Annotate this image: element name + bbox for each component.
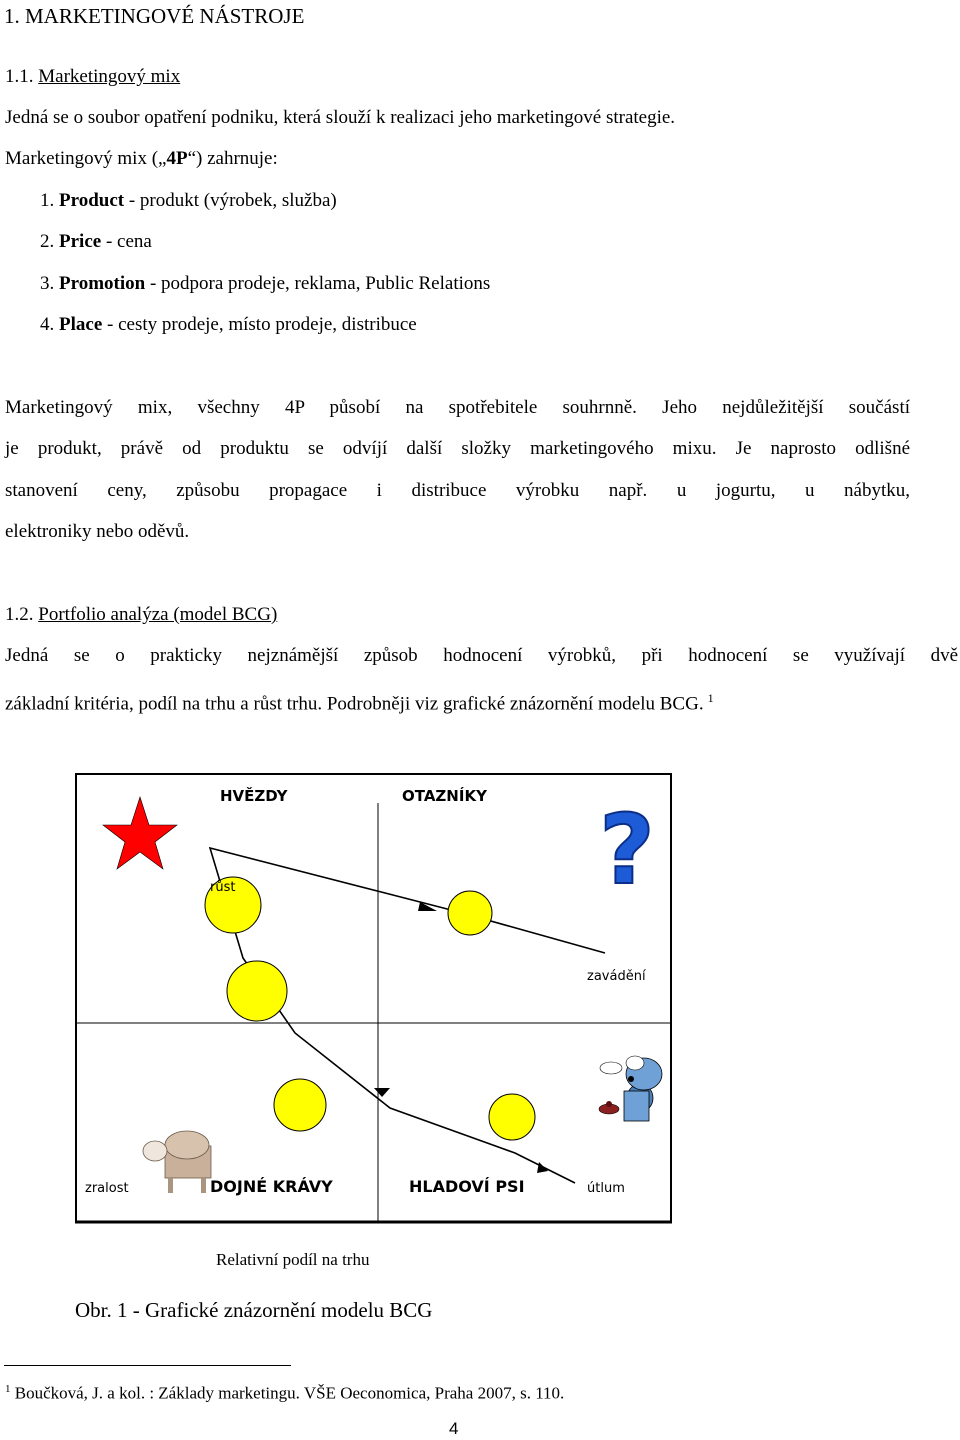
figure-caption: Obr. 1 - Grafické znázornění modelu BCG — [75, 1298, 433, 1322]
phase-label-introduction: zavádění — [587, 969, 646, 984]
mix-intro-after: “) zahrnuje: — [187, 148, 278, 169]
list-item-number: 2. — [40, 231, 55, 252]
bcg-diagram — [75, 773, 672, 1224]
product-circle — [274, 1079, 326, 1131]
product-circle — [489, 1094, 535, 1140]
list-item-number: 4. — [40, 314, 55, 335]
paragraph-line: je produkt, právě od produktu se odvíjí další složky marketingového mixu. Je naprosto odlišné — [5, 438, 910, 459]
section-1-title: Marketingový mix — [38, 66, 181, 87]
list-item-desc: - produkt (výrobek, služba) — [124, 190, 337, 211]
list-item-term: Promotion — [59, 273, 146, 294]
quadrant-label-dogs: HLADOVÍ PSI — [409, 1177, 525, 1196]
list-item-desc: - podpora prodeje, reklama, Public Relations — [145, 273, 491, 294]
footnote-reference[interactable]: 1 — [707, 691, 714, 705]
footnote-text: Boučková, J. a kol. : Základy marketingu. VŠE Oeconomica, Praha 2007, s. 110. — [10, 1383, 565, 1403]
list-item-desc: - cena — [101, 231, 152, 252]
paragraph-line: elektroniky nebo oděvů. — [5, 521, 190, 542]
product-circle — [227, 961, 287, 1021]
list-item — [40, 313, 417, 337]
section-1-number: 1.1. — [5, 66, 34, 87]
paragraph-line: stanovení ceny, způsobu propagace i distribuce výrobku např. u jogurtu, u nábytku, — [5, 480, 910, 501]
arrow-head — [374, 1088, 390, 1097]
bcg-diagram-svg — [75, 773, 672, 1224]
list-item — [40, 189, 337, 213]
footnote-mark: 1 — [5, 1383, 11, 1395]
quadrant-label-question-marks: OTAZNÍKY — [402, 787, 487, 805]
list-item-term: Price — [59, 231, 102, 252]
section-2-heading — [5, 603, 277, 627]
paragraph-line: Marketingový mix, všechny 4P působí na spotřebitele souhrnně. Jeho nejdůležitější součástí — [5, 397, 910, 418]
axis-label: Relativní podíl na trhu — [216, 1250, 370, 1269]
chapter-heading: 1. MARKETINGOVÉ NÁSTROJE — [4, 4, 305, 28]
arrow-head — [537, 1162, 548, 1173]
mix-intro-before: Marketingový mix („ — [5, 148, 167, 169]
section-1-heading — [5, 65, 180, 89]
mix-intro-line — [5, 147, 278, 171]
footnote-separator — [4, 1365, 291, 1366]
phase-label-maturity: zralost — [85, 1181, 129, 1196]
product-circle — [448, 891, 492, 935]
question-mark-icon: ? — [599, 794, 655, 906]
quadrant-label-stars: HVĚZDY — [220, 787, 288, 805]
phase-label-decline: útlum — [587, 1181, 625, 1196]
paragraph-line: Jedná se o prakticky nejznámější způsob hodnocení výrobků, při hodnocení se využívají dvě — [5, 645, 958, 666]
paragraph-line-text: základní kritéria, podíl na trhu a růst trhu. Podrobněji viz grafické znázornění modelu BCG. — [5, 693, 704, 715]
list-item-term: Place — [59, 314, 103, 335]
list-item — [40, 272, 490, 296]
quadrant-label-cash-cows: DOJNÉ KRÁVY — [210, 1177, 333, 1196]
star-icon — [103, 797, 177, 869]
page-number: 4 — [449, 1419, 459, 1438]
phase-label-growth: růst — [210, 880, 236, 895]
list-item-term: Product — [59, 190, 125, 211]
cow-icon — [143, 1131, 211, 1193]
section-2-number: 1.2. — [5, 604, 34, 625]
footnote — [5, 1378, 564, 1405]
mix-intro-bold: 4P — [166, 148, 188, 169]
paragraph-line — [5, 686, 714, 716]
list-item — [40, 230, 152, 254]
section-1-intro: Jedná se o soubor opatření podniku, která slouží k realizaci jeho marketingové strategie. — [5, 107, 676, 128]
list-item-number: 1. — [40, 190, 55, 211]
list-item-desc: - cesty prodeje, místo prodeje, distribuce — [102, 314, 417, 335]
list-item-number: 3. — [40, 273, 55, 294]
dog-icon — [599, 1056, 662, 1121]
section-2-title: Portfolio analýza (model BCG) — [38, 604, 278, 625]
